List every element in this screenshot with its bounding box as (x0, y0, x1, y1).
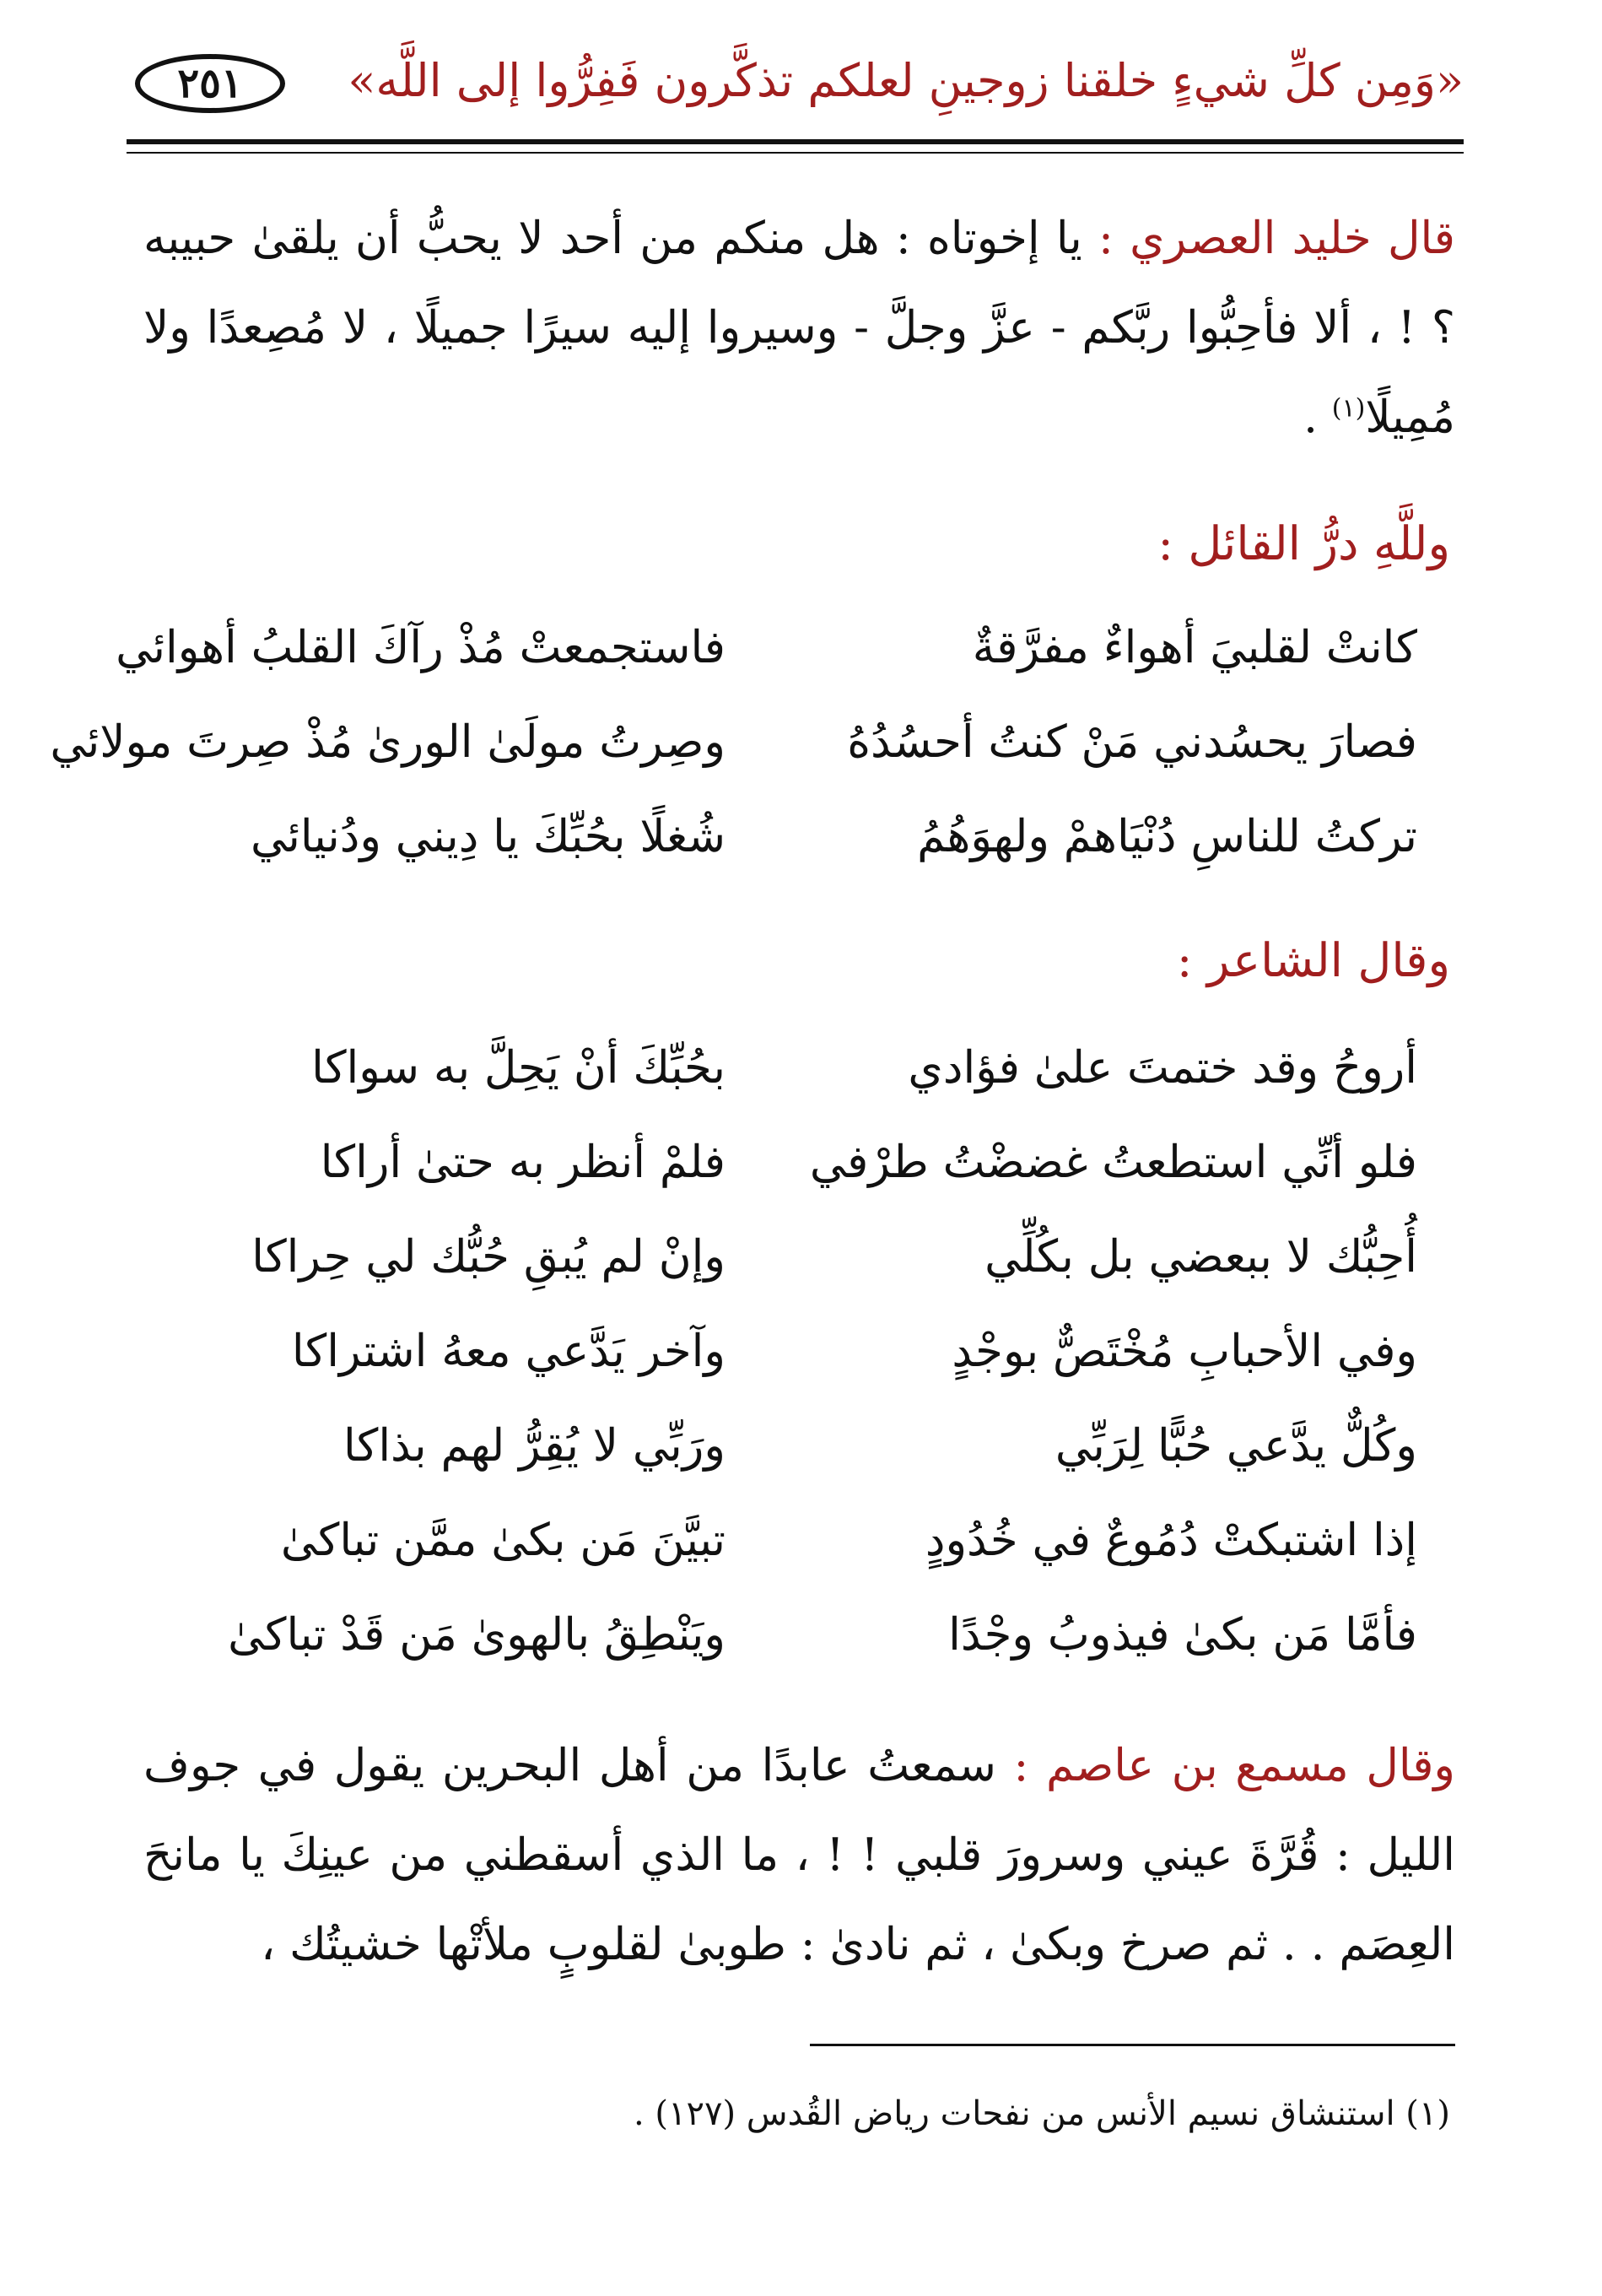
poem1-heading: وللَّهِ درُّ القائل : (1157, 516, 1450, 570)
verse-second-hemistich: بحُبِّكَ أنْ يَحِلَّ به سواكا (311, 1042, 725, 1094)
header-rule-thin (127, 152, 1464, 154)
verse-second-hemistich: ويَنْطِقُ بالهوىٰ مَن قَدْ تباكىٰ (228, 1609, 725, 1661)
paragraph-tail: . (1303, 392, 1332, 443)
verse (169, 1116, 1417, 1210)
footnote: (١) استنشاق نسيم الأنس من نفحات رياض القُدس (١٢٧) . (633, 2094, 1450, 2133)
verse-second-hemistich: تبيَّنَ مَن بكىٰ ممَّن تباكىٰ (280, 1515, 725, 1566)
poem2-heading: وقال الشاعر : (1176, 933, 1450, 987)
verse-second-hemistich: ورَبِّي لا يُقِرُّ لهم بذاكا (343, 1420, 725, 1472)
verse-first-hemistich: فصارَ يحسُدني مَنْ كنتُ أحسُدُهُ (847, 716, 1417, 768)
verse (169, 1588, 1417, 1683)
verse-second-hemistich: وإنْ لم يُبقِ حُبُّك لي حِراكا (251, 1231, 725, 1283)
verse-second-hemistich: وآخر يَدَّعي معهُ اشتراكا (291, 1326, 725, 1377)
paragraph-text: سمعتُ عابدًا من أهل البحرين يقول في جوف الليل : قُرَّةَ عيني وسرورَ قلبي ! ! ، ما الذي أسقطني من عينِكَ يا مانحَ العِصَم . . ثم صرخ وبكىٰ ، ثم نادىٰ : طوبىٰ لقلوبٍ ملأتْها خشيتُك ، (143, 1740, 1455, 1970)
speaker-name: وقال مسمع بن عاصم : (1013, 1740, 1456, 1791)
verse-second-hemistich: فلمْ أنظر به حتىٰ أراكا (320, 1137, 725, 1188)
verse-first-hemistich: فلو أنِّي استطعتُ غضضْتُ طرْفي (809, 1137, 1417, 1188)
paragraph-misma (143, 1721, 1455, 1990)
paragraph-text: يا إخوتاه : هل منكم من أحد لا يحبُّ أن يلقىٰ حبيبه ؟ ! ، ألا فأحِبُّوا ربَّكم - عزَّ وجلَّ - وسيروا إليه سيرًا جميلًا ، لا مُصِعدًا ولا مُمِيلًا (143, 213, 1455, 443)
verse-second-hemistich: وصِرتُ مولَىٰ الورىٰ مُذْ صِرتَ مولائي (50, 716, 725, 768)
running-header (127, 44, 1464, 128)
verse-first-hemistich: كانتْ لقلبيَ أهواءٌ مفرَّقةٌ (972, 622, 1417, 673)
verse-first-hemistich: فأمَّا مَن بكىٰ فيذوبُ وجْدًا (948, 1609, 1417, 1661)
verse-first-hemistich: تركتُ للناسِ دُنْيَاهمْ ولهوَهُمُ (917, 811, 1417, 862)
verse (50, 695, 1417, 790)
verse-first-hemistich: إذا اشتبكتْ دُمُوعٌ في خُدُودٍ (925, 1515, 1417, 1566)
verse (169, 1399, 1417, 1494)
verse-first-hemistich: أروحُ وقد ختمتَ علىٰ فؤادي (908, 1042, 1417, 1094)
verse (169, 1210, 1417, 1305)
verse (169, 790, 1417, 884)
verse-second-hemistich: فاستجمعتْ مُذْ رآكَ القلبُ أهوائي (116, 622, 725, 673)
header-verse: «وَمِن كلِّ شيءٍ خلقنا زوجينِ لعلكم تذكَّرون فَفِرُّوا إلى اللَّه» (348, 54, 1464, 107)
verse (116, 601, 1417, 695)
verse (169, 1021, 1417, 1116)
poem1 (50, 601, 1417, 884)
verse-first-hemistich: وفي الأحبابِ مُخْتَصٌّ بوجْدٍ (952, 1326, 1417, 1377)
header-rule-thick (127, 139, 1464, 144)
paragraph-khulayd (143, 194, 1455, 462)
verse-first-hemistich: أُحِبُّك لا ببعضي بل بكُلِّي (984, 1231, 1417, 1283)
footnote-ref: (١) (1331, 393, 1366, 424)
footnote-separator (810, 2044, 1455, 2046)
verse-second-hemistich: شُغلًا بحُبِّكَ يا دِيني ودُنيائي (250, 811, 725, 862)
verse (169, 1494, 1417, 1588)
speaker-name: قال خليد العصري : (1098, 213, 1455, 264)
verse (169, 1305, 1417, 1399)
poem2 (169, 1021, 1417, 1683)
page-number-badge: ٢٥١ (135, 54, 285, 113)
verse-first-hemistich: وكُلٌّ يدَّعي حُبًّا لِرَبِّي (1055, 1420, 1417, 1472)
